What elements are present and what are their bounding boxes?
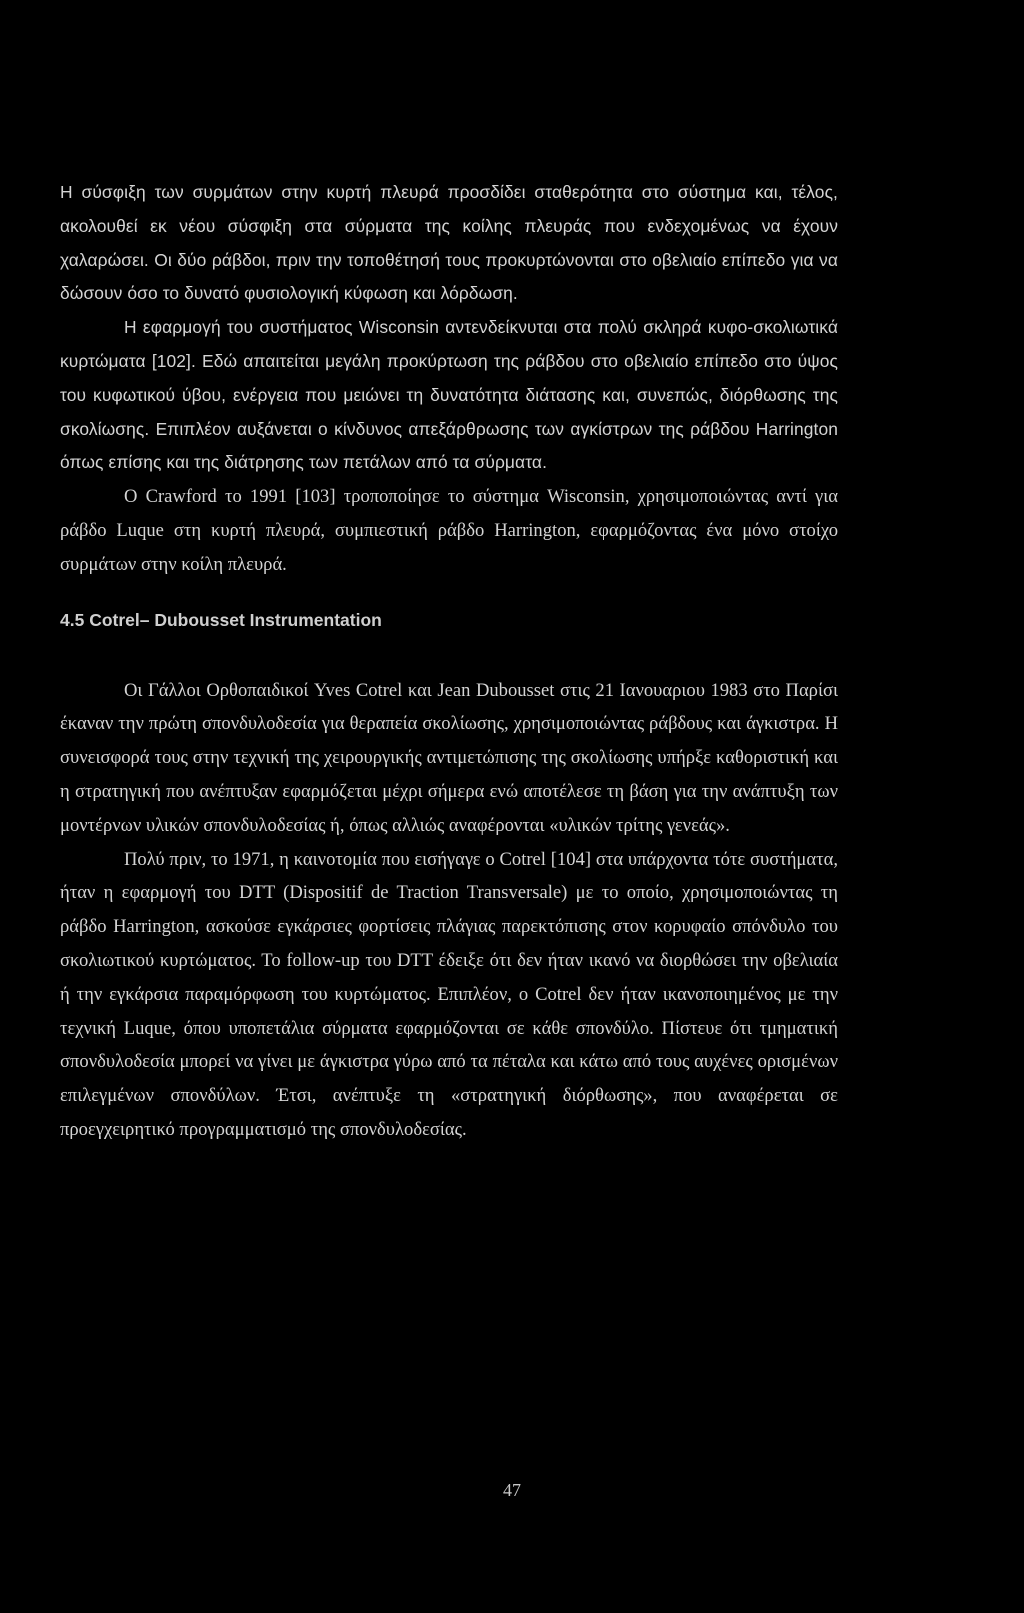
paragraph-wire-tightening: Η σύσφιξη των συρμάτων στην κυρτή πλευρά προσδίδει σταθερότητα στο σύστημα και, τέλος, ακολουθεί εκ νέου σύσφιξη στα σύρματα της κοίλης πλευράς που ενδεχομένως να έχουν χαλαρώσει. Οι δύο ράβδοι, πριν την τοποθέτησή τους προκυρτώνονται στο οβελιαίο επίπεδο για να δώσουν όσο το δυνατό φυσιολογική κύφωση και λόρδωση. <box>60 182 838 304</box>
paragraph-cotrel-dtt: Πολύ πριν, το 1971, η καινοτομία που εισήγαγε ο Cotrel [104] στα υπάρχοντα τότε συστήματα, ήταν η εφαρμογή του DTT (Dispositif de Traction Transversale) με το οποίο, χρησιμοποιώντας τη ράβδο Harrington, ασκούσε εγκάρσιες φορτίσεις πλάγιας παρεκτόπισης στον κορυφαίο σπόνδυλο του σκολιωτικού κυρτώματος. Το follow-up του DTT έδειξε ότι δεν ήταν ικανό να διορθώσει την οβελιαία ή την εγκάρσια παραμόρφωση του κυρτώματος. Επιπλέον, ο Cotrel δεν ήταν ικανοποιημένος με την τεχνική Luque, όπου υποπετάλια σύρματα εφαρμόζονται σε κάθε σπονδύλο. Πίστευε ότι τμηματική σπονδυλοδεσία μπορεί να γίνει με άγκιστρα γύρω από τα πέταλα και κάτω από τους αυχένες ορισμένων επιλεγμένων σπονδύλων. Έτσι, ανέπτυξε τη «στρατηγική διόρθωσης», που αναφέρεται σε προεγχειρητικό προγραμματισμό της σπονδυλοδεσίας. <box>60 848 838 1140</box>
paragraph-cotrel-dubousset-history: Οι Γάλλοι Ορθοπαιδικοί Yves Cotrel και Jean Dubousset στις 21 Ιανουαριου 1983 στο Παρίσι έκαναν την πρώτη σπονδυλοδεσία για θεραπεία σκολίωσης, χρησιμοποιώντας ράβδους και άγκιστρα. Η συνεισφορά τους στην τεχνική της χειρουργικής αντιμετώπισης της σκολίωσης υπήρξε καθοριστική και η στρατηγική που ανέπτυξαν εφαρμόζεται μέχρι σήμερα ενώ αποτέλεσε τη βάση για την ανάπτυξη των μοντέρνων υλικών σπονδυλοδεσίας ή, όπως αλλιώς αναφέρονται «υλικών τρίτης γενεάς». <box>60 679 838 836</box>
section-heading: 4.5 Cotrel– Dubousset Instrumentation <box>60 609 382 630</box>
page-number: 47 <box>503 1480 521 1500</box>
paragraph-crawford-modification: Ο Crawford το 1991 [103] τροποποίησε το σύστημα Wisconsin, χρησιμοποιώντας αντί για ράβδο Luque στη κυρτή πλευρά, συμπιεστική ράβδο Harrington, εφαρμόζοντας ένα μόνο στοίχο συρμάτων στην κοίλη πλευρά. <box>60 486 838 575</box>
document-page <box>60 176 838 1147</box>
paragraph-wisconsin-contraindication: Η εφαρμογή του συστήματος Wisconsin αντενδείκνυται στα πολύ σκληρά κυφο-σκολιωτικά κυρτώματα [102]. Εδώ απαιτείται μεγάλη προκύρτωση της ράβδου στο οβελιαίο επίπεδο στο ύψος του κυφωτικού ύβου, ενέργεια που μειώνει τη δυνατότητα διάτασης και, συνεπώς, διόρθωσης της σκολίωσης. Επιπλέον αυξάνεται ο κίνδυνος απεξάρθρωσης των αγκίστρων της ράβδου Harrington όπως επίσης και της διάτρησης των πετάλων από τα σύρματα. <box>60 317 838 473</box>
